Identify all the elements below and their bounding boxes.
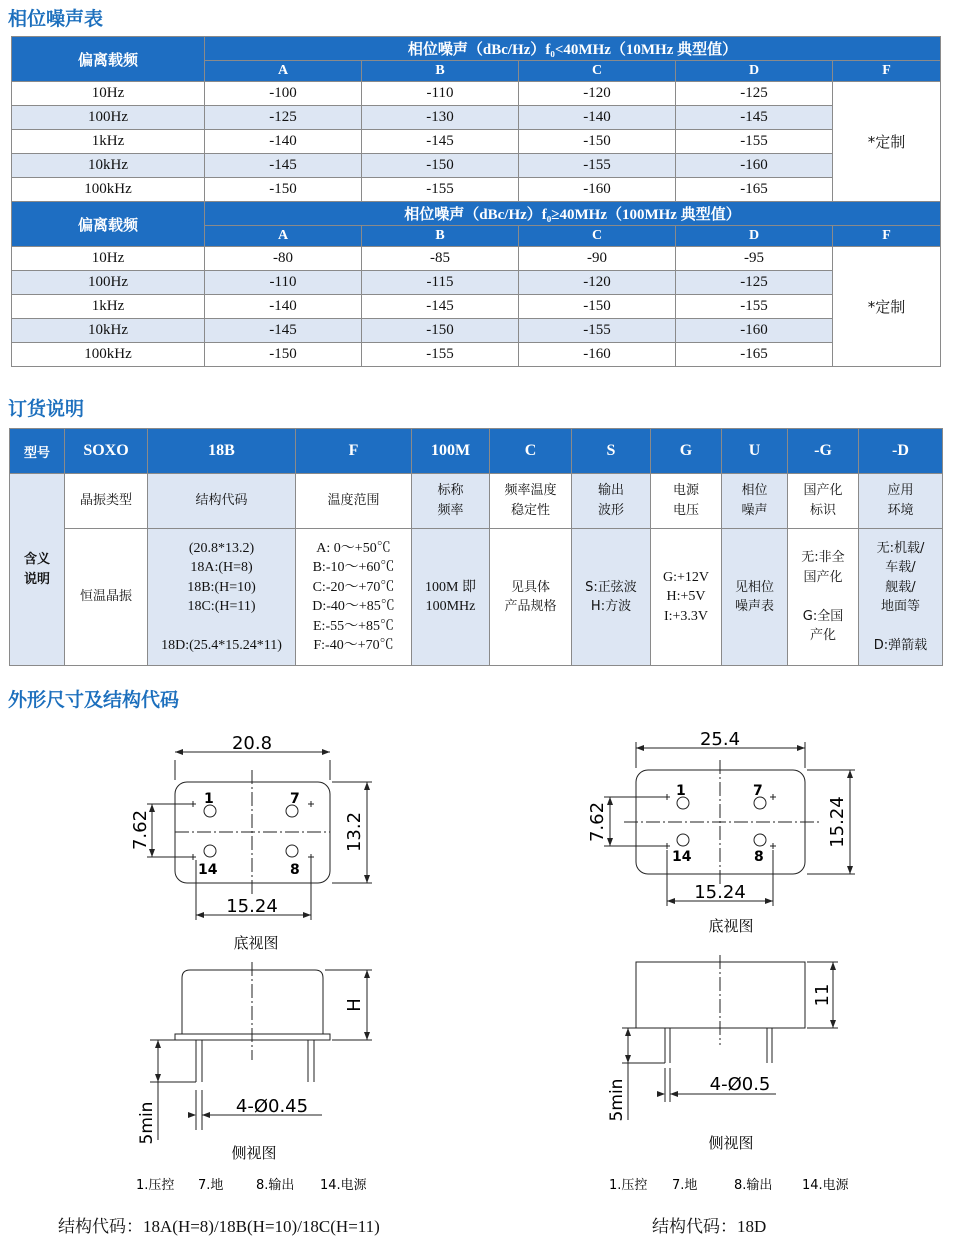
col-header: D — [676, 61, 833, 82]
value-cell: -155 — [519, 319, 676, 343]
value-cell: -165 — [676, 343, 833, 367]
value-cell: -160 — [676, 154, 833, 178]
meaning-cell: 电源 电压 — [651, 474, 722, 529]
right-legend-item: 1.压控 — [609, 1178, 648, 1193]
offset-cell: 100kHz — [12, 178, 205, 202]
value-cell: -150 — [519, 130, 676, 154]
value-cell: -110 — [362, 82, 519, 106]
value-cell: -115 — [362, 271, 519, 295]
value-cell: -130 — [362, 106, 519, 130]
value-cell: -150 — [519, 295, 676, 319]
detail-cell: A: 0～+50℃ B:-10～+60℃ C:-20～+70℃ D:-40～+85℃ E:-55～+85℃ F:-40～+70℃ — [296, 529, 412, 666]
value-cell: -150 — [205, 343, 362, 367]
value-cell: -165 — [676, 178, 833, 202]
code-header: 18B — [148, 429, 296, 474]
value-cell: -120 — [519, 271, 676, 295]
value-cell: -100 — [205, 82, 362, 106]
group-title: 相位噪声（dBc/Hz）f₀≥40MHz（100MHz 典型值） — [205, 202, 941, 226]
value-cell: -95 — [676, 247, 833, 271]
value-cell: -125 — [205, 106, 362, 130]
value-cell: -160 — [519, 343, 676, 367]
left-legend-item: 7.地 — [198, 1178, 224, 1193]
right-pin-7: 7 — [753, 783, 763, 799]
code-header: F — [296, 429, 412, 474]
detail-cell: G:+12V H:+5V I:+3.3V — [651, 529, 722, 666]
meaning-cell: 晶振类型 — [65, 474, 148, 529]
right-legend-item: 14.电源 — [802, 1178, 849, 1193]
value-cell: -150 — [362, 154, 519, 178]
left-pinrow-dim: 7.62 — [130, 809, 151, 851]
offset-header: 偏离载频 — [12, 37, 205, 82]
code-header: SOXO — [65, 429, 148, 474]
right-pins-dia: 4-Ø0.5 — [709, 1074, 771, 1095]
left-width-dim: 20.8 — [231, 733, 273, 754]
meaning-cell: 频率温度 稳定性 — [490, 474, 572, 529]
detail-cell: 见相位 噪声表 — [722, 529, 788, 666]
col-header: A — [205, 61, 362, 82]
right-pin-14: 14 — [672, 849, 692, 865]
offset-cell: 100Hz — [12, 106, 205, 130]
value-cell: -160 — [519, 178, 676, 202]
code-header: -G — [788, 429, 859, 474]
meaning-cell: 结构代码 — [148, 474, 296, 529]
code-header: -D — [859, 429, 943, 474]
left-side-view-caption: 侧视图 — [231, 1144, 277, 1162]
offset-cell: 10kHz — [12, 154, 205, 178]
value-cell: -85 — [362, 247, 519, 271]
left-h-dim: H — [344, 998, 365, 1012]
value-cell: -145 — [362, 130, 519, 154]
right-h-dim: 11 — [812, 983, 833, 1007]
left-lead-dim: 5min — [137, 1101, 157, 1145]
right-pinrow-dim: 7.62 — [587, 801, 608, 843]
custom-cell: *定制 — [833, 247, 941, 367]
value-cell: -160 — [676, 319, 833, 343]
col-header: C — [519, 61, 676, 82]
right-structure-code: 结构代码：18D — [652, 1217, 767, 1236]
phase-noise-title: 相位噪声表 — [8, 8, 104, 30]
value-cell: -145 — [205, 319, 362, 343]
value-cell: -145 — [676, 106, 833, 130]
value-cell: -155 — [362, 343, 519, 367]
left-pin-14: 14 — [198, 862, 218, 878]
code-header: U — [722, 429, 788, 474]
right-pin-8: 8 — [754, 849, 764, 865]
col-header: B — [362, 61, 519, 82]
detail-cell: 恒温晶振 — [65, 529, 148, 666]
right-height-dim: 15.24 — [827, 796, 848, 848]
meaning-cell: 温度范围 — [296, 474, 412, 529]
detail-cell: 无:非全 国产化 G:全国 产化 — [788, 529, 859, 666]
col-header: D — [676, 226, 833, 247]
col-header: F — [833, 226, 941, 247]
value-cell: -155 — [676, 295, 833, 319]
offset-cell: 10Hz — [12, 247, 205, 271]
value-cell: -155 — [362, 178, 519, 202]
code-header: G — [651, 429, 722, 474]
value-cell: -140 — [519, 106, 676, 130]
meaning-cell: 输出 波形 — [572, 474, 651, 529]
left-pin-7: 7 — [290, 791, 300, 807]
value-cell: -125 — [676, 82, 833, 106]
col-header: B — [362, 226, 519, 247]
detail-cell: (20.8*13.2) 18A:(H=8) 18B:(H=10) 18C:(H=11) 18D:(25.4*15.24*11) — [148, 529, 296, 666]
value-cell: -140 — [205, 130, 362, 154]
detail-cell: 100M 即 100MHz — [412, 529, 490, 666]
detail-cell: S:正弦波 H:方波 — [572, 529, 651, 666]
left-structure-code: 结构代码：18A(H=8)/18B(H=10)/18C(H=11) — [58, 1217, 380, 1236]
left-height-dim: 13.2 — [344, 811, 365, 853]
code-header: S — [572, 429, 651, 474]
left-bottom-view-caption: 底视图 — [233, 934, 279, 952]
left-pins-dia: 4-Ø0.45 — [235, 1096, 309, 1117]
right-legend-item: 7.地 — [672, 1178, 698, 1193]
dimensions-title: 外形尺寸及结构代码 — [8, 689, 180, 711]
ordering-title: 订货说明 — [8, 398, 85, 420]
left-legend-item: 1.压控 — [136, 1178, 175, 1193]
offset-cell: 1kHz — [12, 295, 205, 319]
value-cell: -155 — [519, 154, 676, 178]
detail-cell: 见具体 产品规格 — [490, 529, 572, 666]
offset-cell: 10kHz — [12, 319, 205, 343]
right-pin-1: 1 — [676, 783, 686, 799]
right-pincol-dim: 15.24 — [694, 882, 746, 903]
value-cell: -140 — [205, 295, 362, 319]
offset-cell: 100kHz — [12, 343, 205, 367]
meaning-cell: 应用 环境 — [859, 474, 943, 529]
value-cell: -80 — [205, 247, 362, 271]
value-cell: -125 — [676, 271, 833, 295]
col-header: A — [205, 226, 362, 247]
detail-cell: 无:机载/ 车载/ 舰载/ 地面等 D:弹箭载 — [859, 529, 943, 666]
right-legend-item: 8.输出 — [734, 1178, 773, 1193]
value-cell: -110 — [205, 271, 362, 295]
left-legend-item: 8.输出 — [256, 1178, 295, 1193]
value-cell: -145 — [362, 295, 519, 319]
left-legend-item: 14.电源 — [320, 1178, 367, 1193]
right-side-view-caption: 侧视图 — [708, 1134, 754, 1152]
code-header: 100M — [412, 429, 490, 474]
left-pincol-dim: 15.24 — [226, 896, 278, 917]
meaning-label: 含义 说明 — [10, 474, 65, 666]
right-bottom-view-caption: 底视图 — [708, 917, 754, 935]
code-header: C — [490, 429, 572, 474]
offset-cell: 10Hz — [12, 82, 205, 106]
offset-cell: 100Hz — [12, 271, 205, 295]
offset-cell: 1kHz — [12, 130, 205, 154]
col-header: F — [833, 61, 941, 82]
model-header: 型号 — [10, 429, 65, 474]
offset-header: 偏离载频 — [12, 202, 205, 247]
right-width-dim: 25.4 — [699, 729, 741, 750]
value-cell: -90 — [519, 247, 676, 271]
value-cell: -150 — [362, 319, 519, 343]
custom-cell: *定制 — [833, 82, 941, 202]
meaning-cell: 相位 噪声 — [722, 474, 788, 529]
group-title: 相位噪声（dBc/Hz）f₀<40MHz（10MHz 典型值） — [205, 37, 941, 61]
value-cell: -120 — [519, 82, 676, 106]
right-lead-dim: 5min — [607, 1078, 627, 1122]
left-pin-1: 1 — [204, 791, 214, 807]
left-pin-8: 8 — [290, 862, 300, 878]
meaning-cell: 国产化 标识 — [788, 474, 859, 529]
meaning-cell: 标称 频率 — [412, 474, 490, 529]
col-header: C — [519, 226, 676, 247]
value-cell: -145 — [205, 154, 362, 178]
value-cell: -155 — [676, 130, 833, 154]
value-cell: -150 — [205, 178, 362, 202]
